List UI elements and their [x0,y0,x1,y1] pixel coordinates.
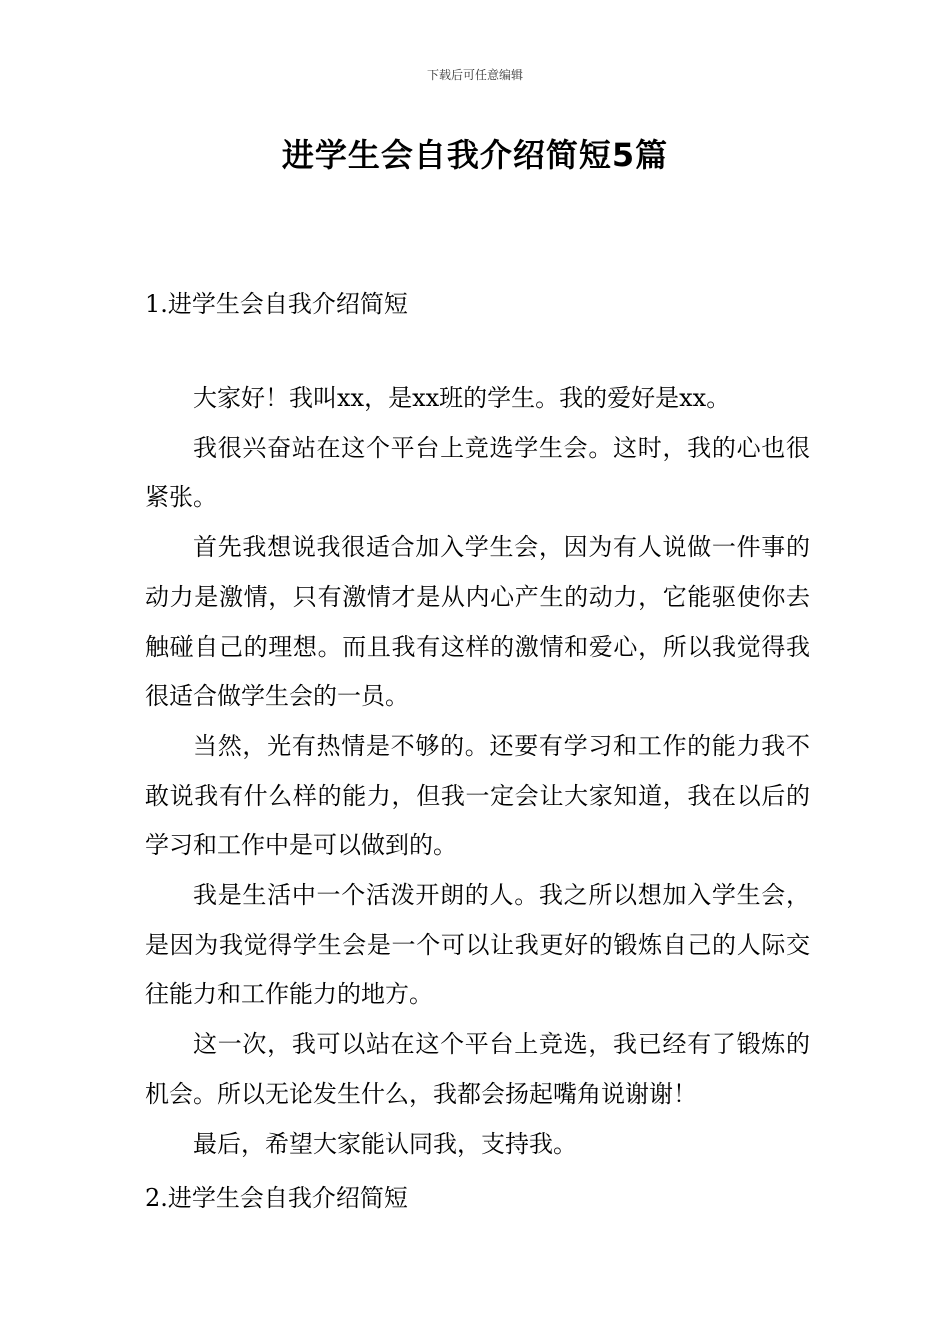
paragraph: 当然，光有热情是不够的。还要有学习和工作的能力我不敢说我有什么样的能力，但我一定会让大家知道，我在以后的学习和工作中是可以做到的。 [145,731,810,860]
header-note: 下载后可任意编辑 [426,68,523,82]
document-title: 进学生会自我介绍简短5篇 [281,136,669,174]
paragraph: 首先我想说我很适合加入学生会，因为有人说做一件事的动力是激情，只有激情才是从内心产生的动力，它能驱使你去触碰自己的理想。而且我有这样的激情和爱心，所以我觉得我很适合做学生会的一员。 [145,533,810,711]
paragraph: 最后，希望大家能认同我，支持我。 [193,1129,577,1158]
section-heading-2: 2.进学生会自我介绍简短 [145,1184,408,1212]
section-1-body [145,374,810,1169]
paragraph: 我是生活中一个活泼开朗的人。我之所以想加入学生会，是因为我觉得学生会是一个可以让我更好的锻炼自己的人际交往能力和工作能力的地方。 [145,881,810,1009]
paragraph: 大家好！我叫xx，是xx班的学生。我的爱好是xx。 [193,384,731,412]
paragraph: 这一次，我可以站在这个平台上竞选，我已经有了锻炼的机会。所以无论发生什么，我都会扬起嘴角说谢谢！ [145,1030,810,1108]
paragraph: 我很兴奋站在这个平台上竞选学生会。这时，我的心也很紧张。 [145,433,810,512]
section-heading-1: 1.进学生会自我介绍简短 [145,290,408,318]
